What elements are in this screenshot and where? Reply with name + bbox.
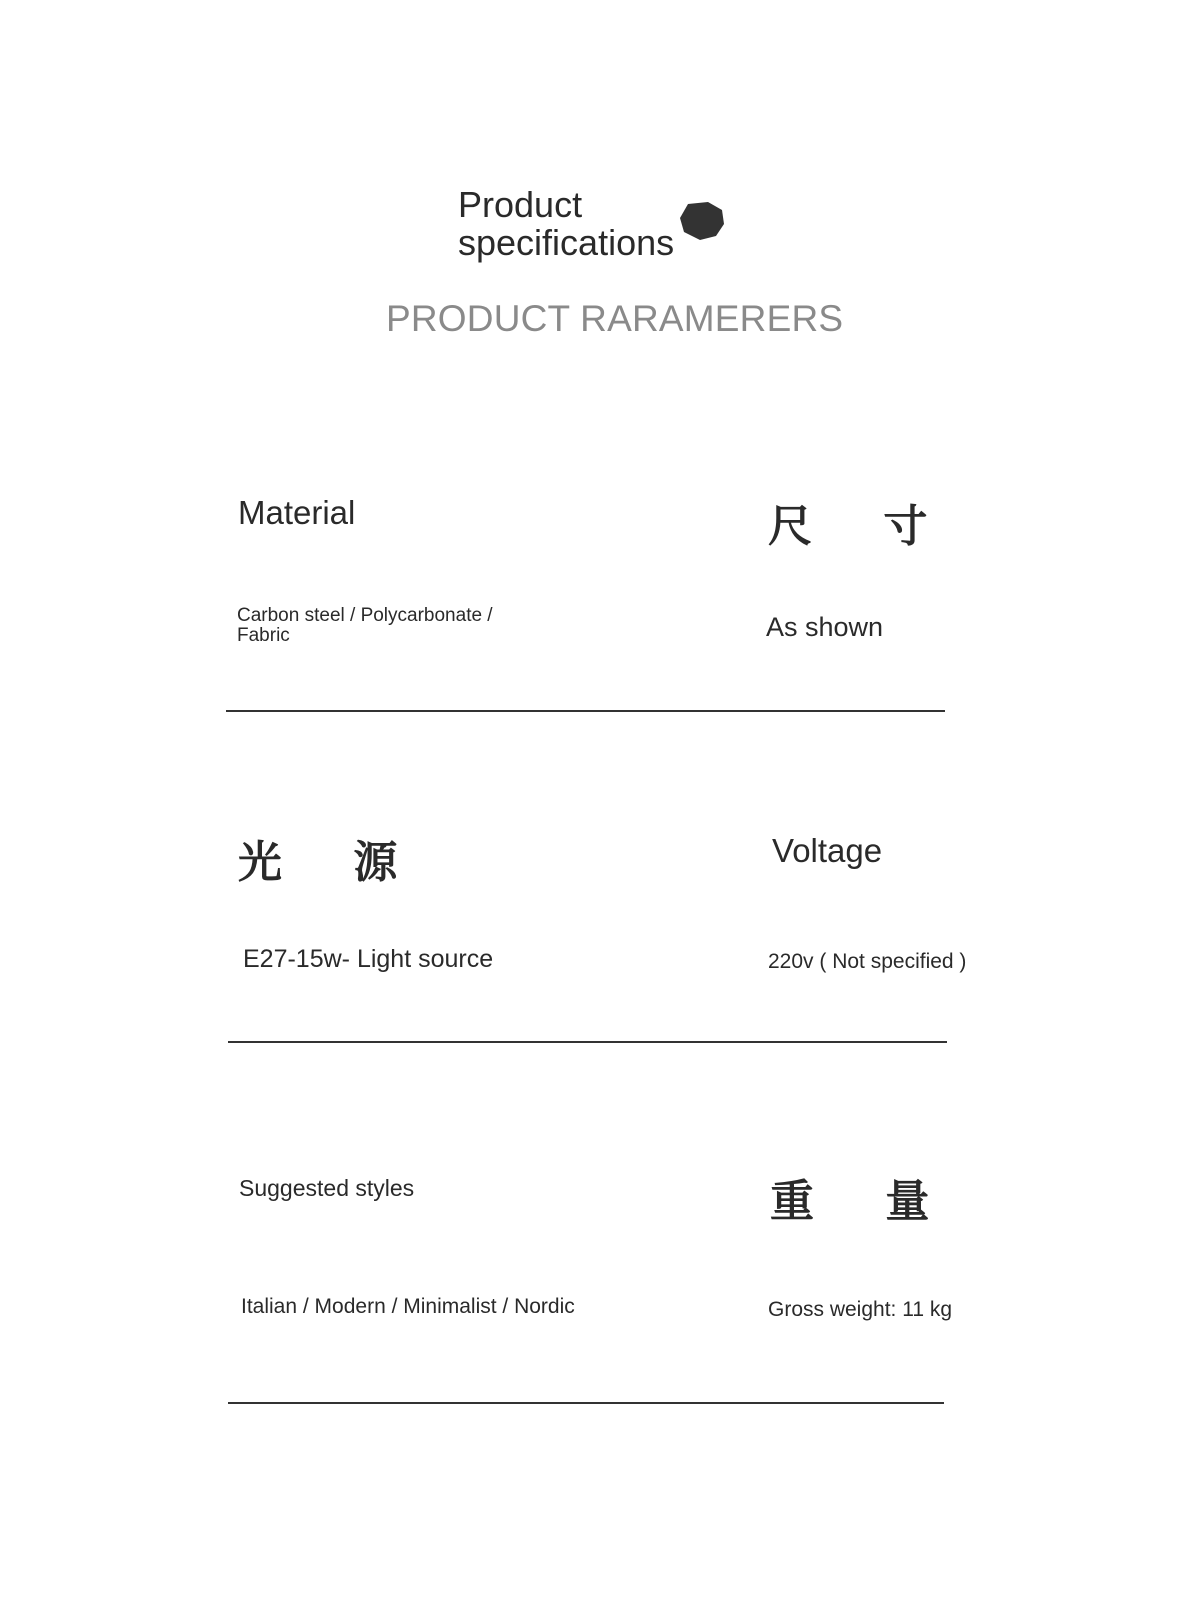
spec-label-voltage: Voltage [772,832,883,869]
spec-value-weight: Gross weight: 11 kg [768,1298,953,1321]
header-title [458,186,674,262]
divider-1 [226,710,945,712]
header-title-line2: specifications [458,222,675,263]
spec-label-styles: Suggested styles [239,1175,415,1201]
spec-label-size: 尺 寸 [768,501,956,552]
spec-label-light-source: 光 源 [238,837,426,888]
spec-value-light-source: E27-15w- Light source [243,945,494,973]
subtitle: PRODUCT RARAMERERS [386,298,844,339]
divider-2 [228,1041,947,1043]
spec-value-voltage: 220v ( Not specified ) [768,950,967,973]
spec-value-styles: Italian / Modern / Minimalist / Nordic [241,1295,575,1318]
spec-value-size: As shown [766,612,884,642]
spec-label-material: Material [238,494,356,531]
header-title-line1: Product [458,184,583,225]
spec-value-material: Carbon steel / Polycarbonate / Fabric [237,605,493,646]
divider-3 [228,1402,944,1404]
black-blob-icon [678,200,726,242]
spec-label-weight: 重 量 [770,1176,958,1227]
